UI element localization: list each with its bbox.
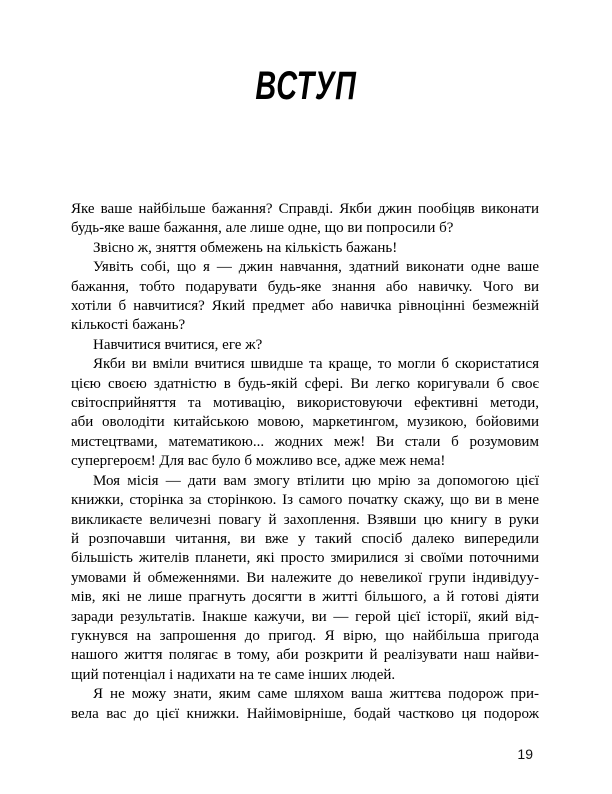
body-text — [71, 200, 539, 724]
paragraph — [71, 258, 539, 336]
text-line: мів, які не лише прагнуть досягти в житті більшого, а й готові діяти — [71, 589, 539, 606]
text-line: щий потенціал і надихати на те саме інших людей. — [71, 666, 396, 683]
text-line: Звісно ж, зняття обмежень на кількість бажань! — [93, 239, 398, 256]
text-line: гукнувся на запрошення до пригод. Я вірю, що найбільша пригода — [71, 627, 539, 644]
page-number: 19 — [517, 746, 533, 762]
text-line: Я не можу знати, яким саме шляхом ваша життєва подорож при- — [93, 686, 539, 703]
text-line: цією своєю здатністю в будь-якій сфері. Ви легко коригували б своє — [71, 375, 539, 392]
text-line: вела вас до цієї книжки. Найімовірніше, бодай частково ця подорож — [71, 705, 539, 722]
text-line: більшість жителів планети, які просто змирилися зі своїми поточними — [71, 550, 539, 567]
text-line: світосприйняття та мотивацію, використовуючи ефективні методи, — [71, 395, 539, 412]
text-line: книжки, сторінка за сторінкою. Із самого початку скажу, що ви в мене — [71, 492, 539, 509]
paragraph — [71, 355, 539, 471]
paragraph — [71, 200, 539, 239]
text-line: бажання, тобто подарувати будь-яке знання або навичку. Чого ви — [71, 278, 539, 295]
text-line: хотіли б навчитися? Який предмет або навичка рівноцінні безмежній — [71, 298, 539, 315]
text-line: Яке ваше найбільше бажання? Справді. Якби джин пообіцяв виконати — [71, 201, 539, 217]
text-line: кількості бажань? — [71, 317, 186, 334]
chapter-title: ВСТУП — [255, 64, 357, 108]
paragraph — [71, 472, 539, 685]
text-line: супергероєм! Для вас було б можливо все, адже меж нема! — [71, 453, 446, 470]
paragraph — [71, 685, 539, 724]
text-line: Уявіть собі, що я — джин навчання, здатний виконати одне ваше — [93, 259, 539, 276]
text-line: умовами й обмеженнями. Ви належите до невеликої групи індивідуу- — [71, 569, 539, 586]
paragraph — [71, 239, 539, 258]
text-line: Якби ви вміли вчитися швидше та краще, то могли б скористатися — [93, 356, 539, 373]
text-line: й розпочавши читання, ви вже у такий спосіб далеко випередили — [71, 530, 539, 547]
text-line: Моя місія — дати вам змогу втілити цю мрію за допомогою цієї — [93, 472, 539, 489]
text-line: аби оволодіти китайською мовою, маркетингом, музикою, бойовими — [71, 414, 539, 431]
paragraph — [71, 336, 539, 355]
text-line: заради результатів. Інакше кажучи, ви — герой цієї історії, який від- — [71, 608, 539, 625]
text-line: нашого життя полягає в тому, аби розкрити й реалізувати наш найви- — [71, 647, 539, 664]
text-line: Навчитися вчитися, еге ж? — [93, 336, 263, 353]
text-line: будь-яке ваше бажання, але лише одне, що ви попросили б? — [71, 220, 454, 237]
text-line: викликаєте величезні повагу й захоплення. Взявши цю книгу в руки — [71, 511, 539, 528]
text-line: мистецтвами, математикою... жодних меж! Ви стали б розумовим — [71, 433, 539, 450]
